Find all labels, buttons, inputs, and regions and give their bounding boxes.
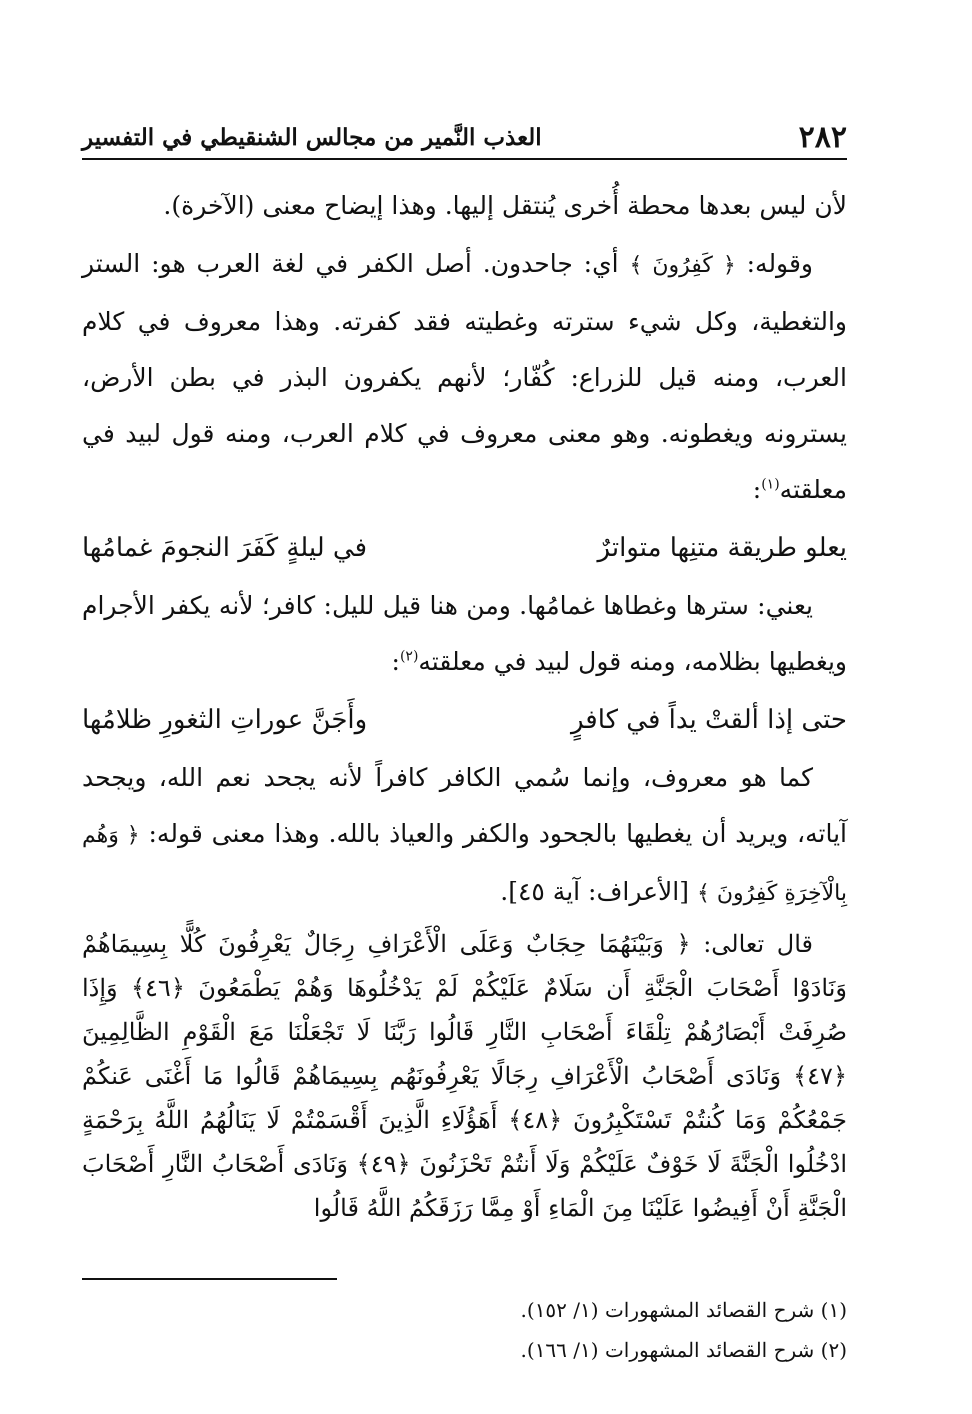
paragraph-2 [82, 236, 847, 518]
book-page [82, 0, 847, 1414]
poetry-verse-1 [82, 518, 847, 578]
footnote-ref-1: (١) [761, 476, 780, 493]
quran-passage-intro: قال تعالى: [690, 930, 813, 958]
verse-1-second-hemistich: في ليلةٍ كَفَرَ النجومَ غمامُها [82, 533, 368, 563]
paragraph-2-text: أي: جاحدون. أصل الكفر في لغة العرب هو: الستر والتغطية، وكل شيء سترته وغطيته فقد كفرته. وهذا معروف في كلام العرب، ومنه قيل للزراع: كُفّار؛ لأنهم يكفرون البذر في بطن الأرض، يسترونه ويغطونه. وهو معنى معروف في كلام العرب، ومنه قول لبيد في معلقته [82, 249, 847, 504]
page-body [82, 178, 847, 1230]
footnote-divider [82, 1278, 337, 1280]
quran-quote: ﴿ كَفِرُونَ ﴾ [629, 253, 736, 278]
paragraph-4 [82, 750, 847, 922]
running-title: العذب النَّمير من مجالس الشنقيطي في التفسير [82, 124, 542, 151]
quran-passage-text: ﴿ وَبَيْنَهُمَا حِجَابٌ وَعَلَى الْأَعْرَافِ رِجَالٌ يَعْرِفُونَ كُلًّا بِسِيمَاهُمْ وَنَادَوْا أَصْحَابَ الْجَنَّةِ أَن سَلَامٌ عَلَيْكُمْ لَمْ يَدْخُلُوهَا وَهُمْ يَطْمَعُونَ ﴿٤٦﴾ وَإِذَا صُرِفَتْ أَبْصَارُهُمْ تِلْقَاءَ أَصْحَابِ النَّارِ قَالُوا رَبَّنَا لَا تَجْعَلْنَا مَعَ الْقَوْمِ الظَّالِمِينَ ﴿٤٧﴾ وَنَادَى أَصْحَابُ الْأَعْرَافِ رِجَالًا يَعْرِفُونَهُم بِسِيمَاهُمْ قَالُوا مَا أَغْنَى عَنكُمْ جَمْعُكُمْ وَمَا كُنتُمْ تَسْتَكْبِرُونَ ﴿٤٨﴾ أَهَؤُلَاءِ الَّذِينَ أَقْسَمْتُمْ لَا يَنَالُهُمُ اللَّهُ بِرَحْمَةٍ ادْخُلُوا الْجَنَّةَ لَا خَوْفٌ عَلَيْكُمْ وَلَا أَنتُمْ تَحْزَنُونَ ﴿٤٩﴾ وَنَادَى أَصْحَابُ النَّارِ أَصْحَابَ الْجَنَّةِ أَنْ أَفِيضُوا عَلَيْنَا مِنَ الْمَاءِ أَوْ مِمَّا رَزَقَكُمُ اللَّهُ قَالُوا [82, 930, 847, 1222]
page-header [82, 112, 847, 160]
page-number: ٢٨٢ [798, 120, 847, 155]
verse-2-second-hemistich: وأَجَنَّ عوراتِ الثغورِ ظلامُها [82, 705, 368, 735]
verse-1-first-hemistich: يعلو طريقة متنِها متواترٌ [597, 533, 847, 563]
quran-quote-2: ﴿ وَهُم بِالْآخِرَةِ كَفِرُونَ ﴾ [82, 823, 847, 906]
paragraph-2-end: : [752, 475, 762, 504]
footnote-1: (١) شرح القصائد المشهورات (١/ ١٥٢). [520, 1298, 847, 1322]
paragraph-3 [82, 578, 847, 690]
paragraph-2-intro: وقوله: [735, 249, 813, 278]
surah-reference: [الأعراف: آية ٤٥]. [500, 877, 697, 906]
paragraph-3-text: يعني: سترها وغطاها غمامُها. ومن هنا قيل لليل: كافر؛ لأنه يكفر الأجرام ويغطيها بظلامه، ومنه قول لبيد في معلقته [82, 591, 847, 676]
paragraph-3-end: : [391, 647, 400, 676]
footnote-ref-2: (٢) [399, 648, 419, 665]
paragraph-4-text: كما هو معروف، وإنما سُمي الكافر كافراً لأنه يجحد نعم الله، ويجحد آياته، ويريد أن يغطيها بالجحود والكفر والعياذ بالله. وهذا معنى قوله: [82, 763, 847, 848]
paragraph-1: لأن ليس بعدها محطة أُخرى يُنتقل إليها. وهذا إيضاح معنى (الآخرة). [163, 191, 847, 220]
verse-2-first-hemistich: حتى إذا ألقتْ يداً في كافرٍ [570, 705, 847, 735]
quran-passage [82, 922, 847, 1230]
footnote-2: (٢) شرح القصائد المشهورات (١/ ١٦٦). [520, 1338, 847, 1362]
poetry-verse-2 [82, 690, 847, 750]
